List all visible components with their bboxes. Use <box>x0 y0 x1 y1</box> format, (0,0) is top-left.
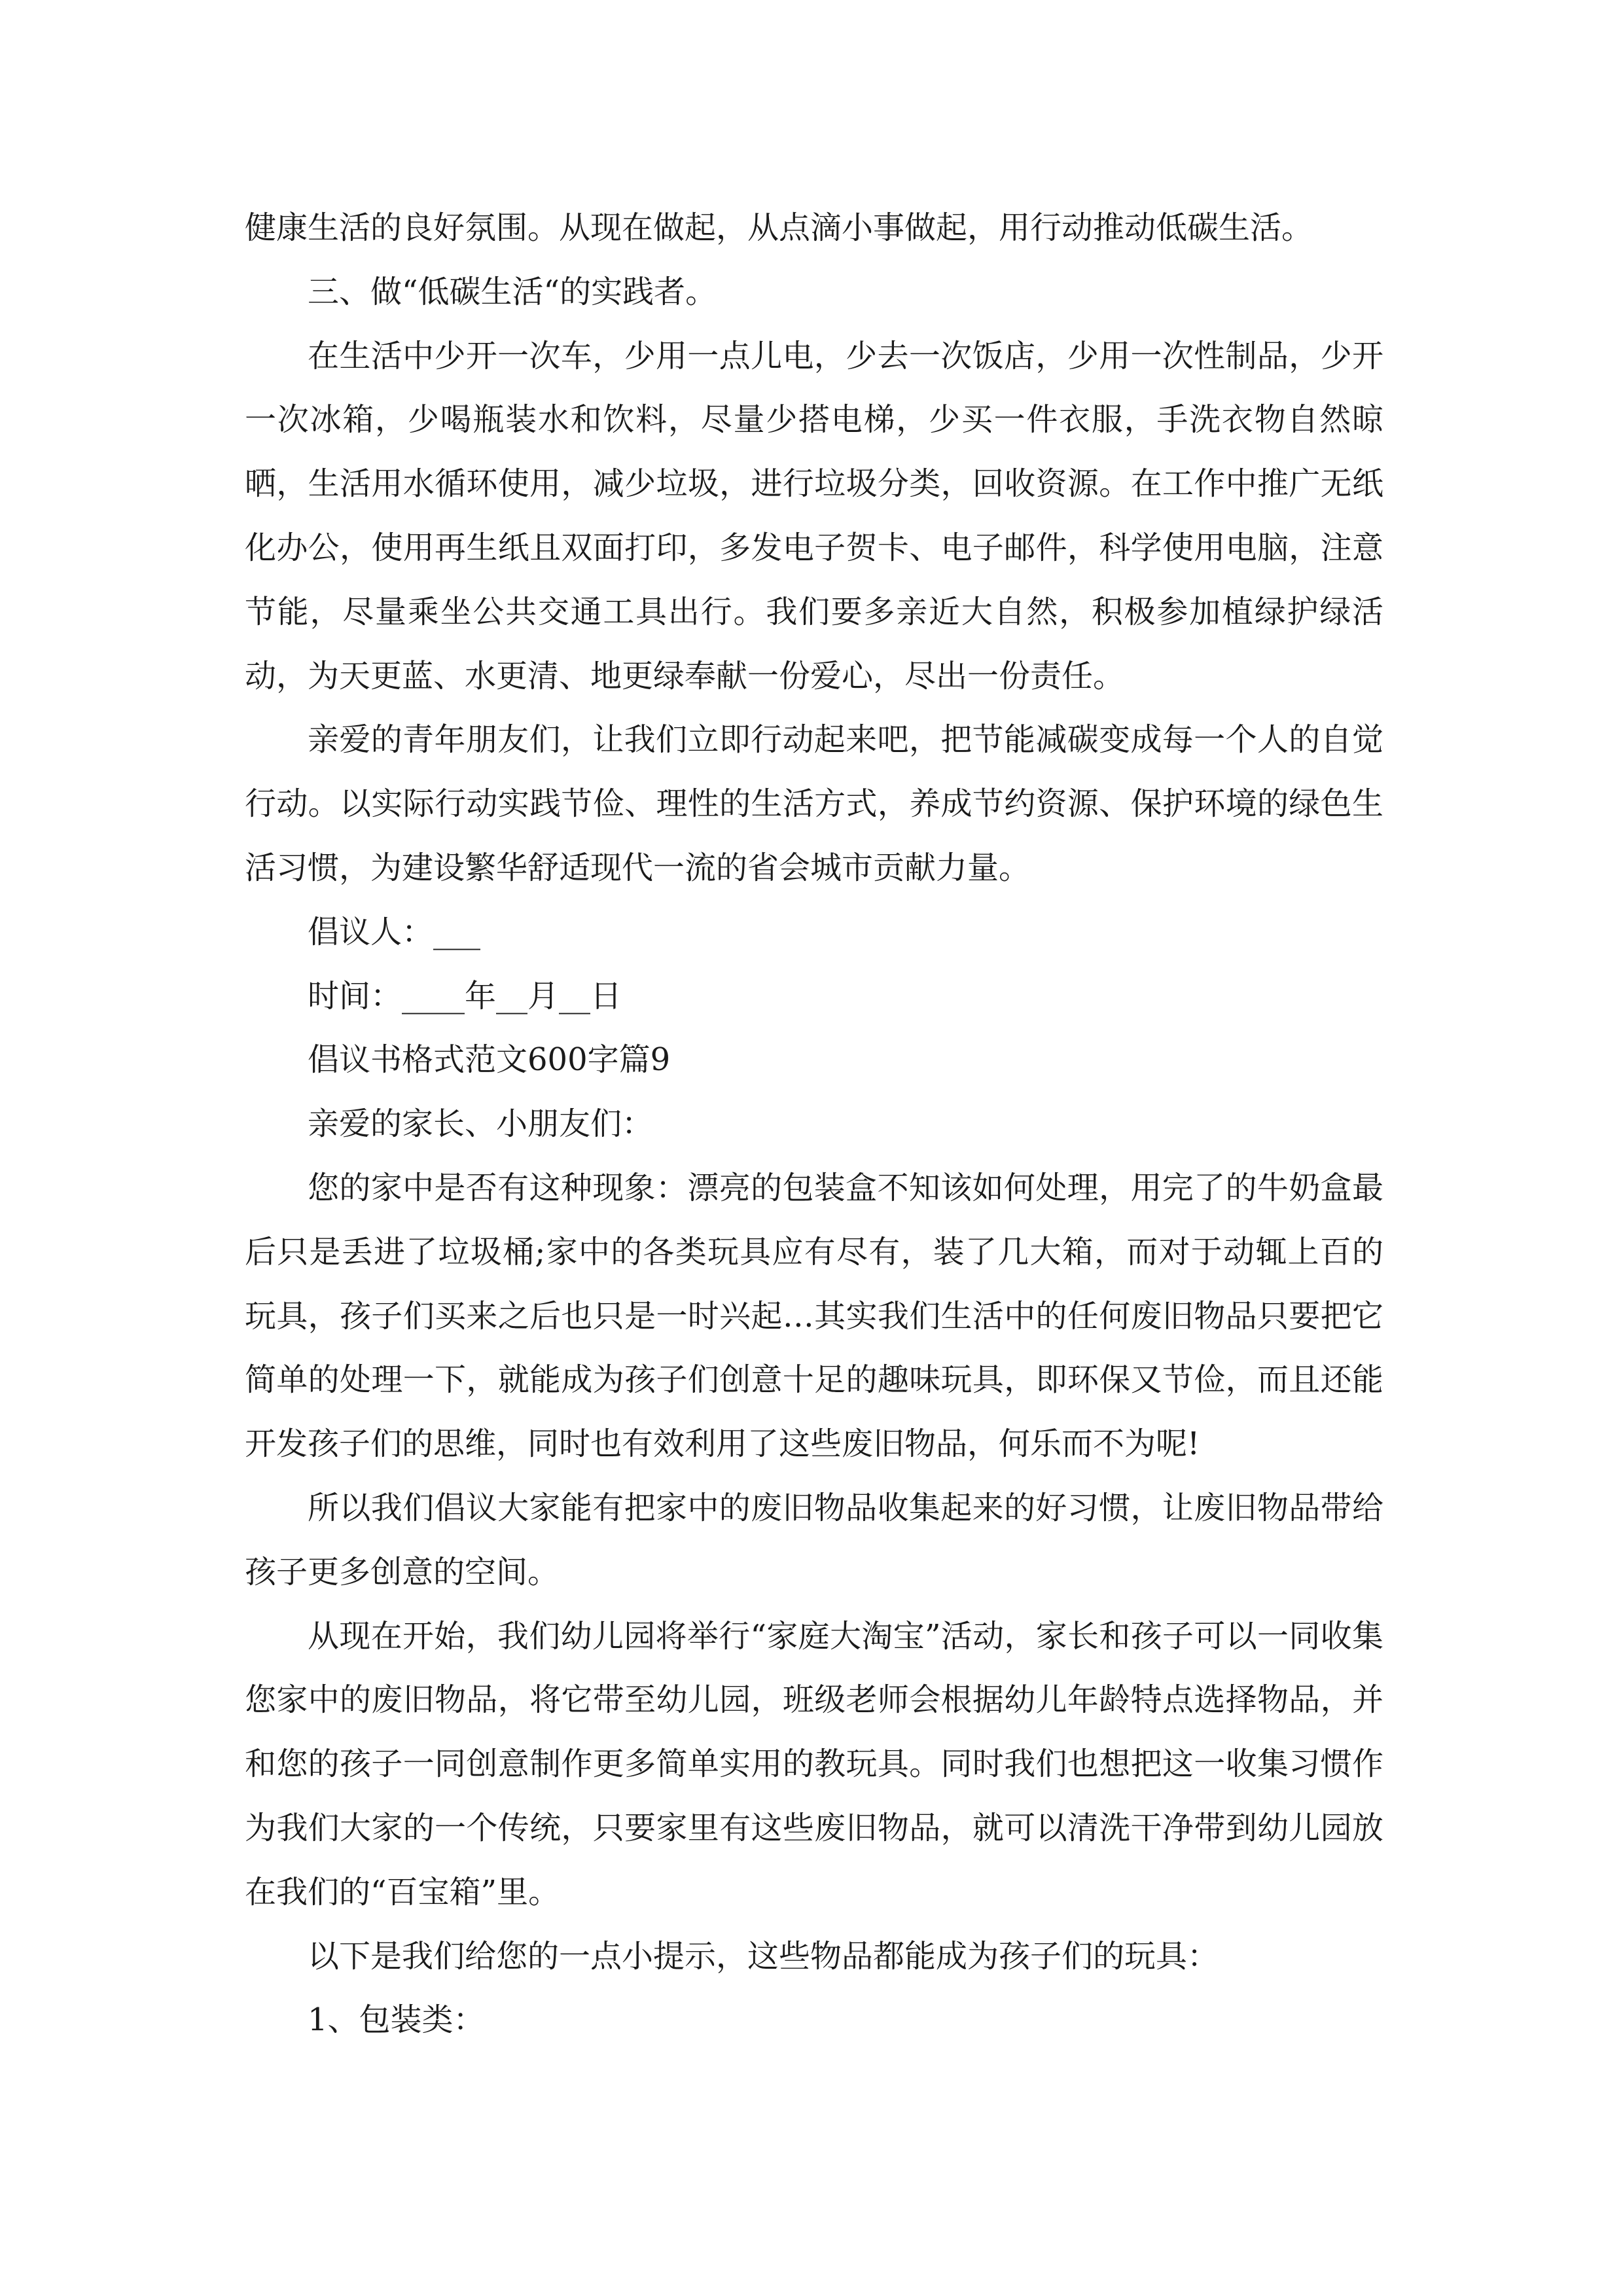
paragraph-activity: 从现在开始，我们幼儿园将举行“家庭大淘宝”活动，家长和孩子可以一同收集您家中的废旧物品，将它带至幼儿园，班级老师会根据幼儿年龄特点选择物品，并和您的孩子一同创意制作更多简单实用的教玩具。同时我们也想把这一收集习惯作为我们大家的一个传统，只要家里有这些废旧物品，就可以清洗干净带到幼儿园放在我们的“百宝箱”里。 <box>245 1617 1383 1910</box>
paragraph-continuation: 健康生活的良好氛围。从现在做起，从点滴小事做起，用行动推动低碳生活。 <box>245 209 1313 246</box>
proposer-line: 倡议人：___ <box>308 913 481 950</box>
paragraph-tips-intro: 以下是我们给您的一点小提示，这些物品都能成为孩子们的玩具： <box>308 1937 1219 1975</box>
date-line: 时间：____年__月__日 <box>308 977 622 1014</box>
paragraph-call-to-youth: 亲爱的青年朋友们，让我们立即行动起来吧，把节能减碳变成每一个人的自觉行动。以实际行动实践节俭、理性的生活方式，养成节约资源、保护环境的绿色生活习惯，为建设繁华舒适现代一流的省会城市贡献力量。 <box>245 721 1383 886</box>
paragraph-household-waste: 您的家中是否有这种现象：漂亮的包装盒不知该如何处理，用完了的牛奶盒最后只是丢进了垃圾桶;家中的各类玩具应有尽有，装了几大箱，而对于动辄上百的玩具，孩子们买来之后也只是一时兴起…其实我们生活中的任何废旧物品只要把它简单的处理一下，就能成为孩子们创意十足的趣味玩具，即环保又节俭，而且还能开发孩子们的思维，同时也有效利用了这些废旧物品，何乐而不为呢! <box>245 1169 1383 1463</box>
list-item-packaging: 1、包装类： <box>308 2001 485 2039</box>
paragraph-low-carbon-practice: 在生活中少开一次车，少用一点儿电，少去一次饭店，少用一次性制品，少开一次冰箱，少喝瓶装水和饮料，尽量少搭电梯，少买一件衣服，手洗衣物自然晾晒，生活用水循环使用，减少垃圾，进行垃圾分类，回收资源。在工作中推广无纸化办公，使用再生纸且双面打印，多发电子贺卡、电子邮件，科学使用电脑，注意节能，尽量乘坐公共交通工具出行。我们要多亲近大自然，积极参加植绿护绿活动，为天更蓝、水更清、地更绿奉献一份爱心，尽出一份责任。 <box>245 337 1383 694</box>
article-title: 倡议书格式范文600字篇9 <box>308 1041 671 1079</box>
salutation: 亲爱的家长、小朋友们： <box>308 1105 654 1143</box>
document-body <box>245 196 1383 2053</box>
section-heading-three: 三、做“低碳生活“的实践者。 <box>308 273 717 310</box>
paragraph-proposal: 所以我们倡议大家能有把家中的废旧物品收集起来的好习惯，让废旧物品带给孩子更多创意的空间。 <box>245 1489 1383 1590</box>
